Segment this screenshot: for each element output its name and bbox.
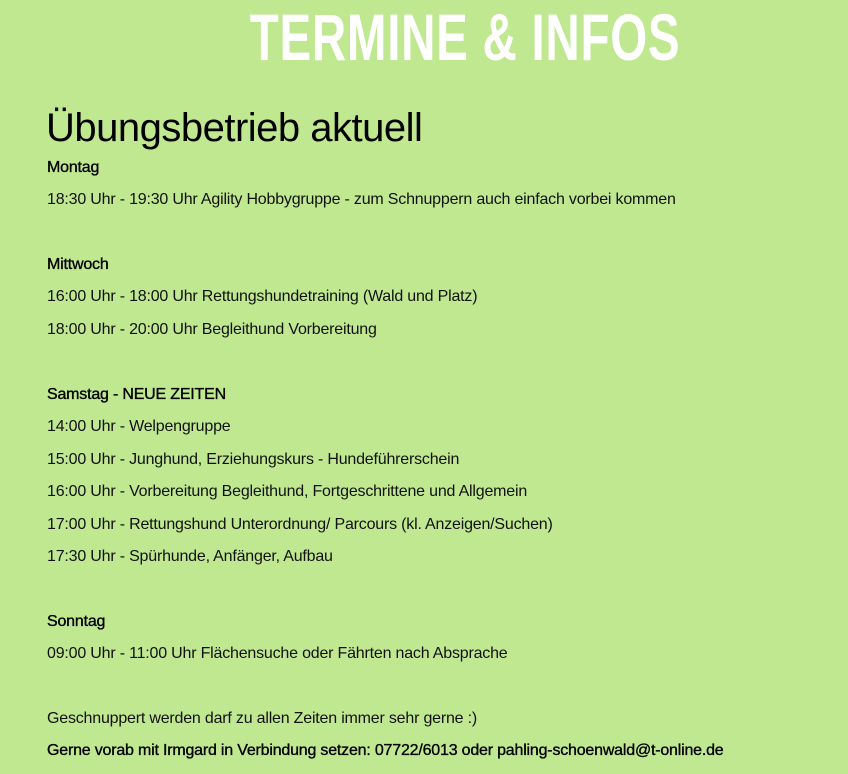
page-title-text: TERMINE & INFOS [249,0,681,74]
schedule-entry: 17:30 Uhr - Spürhunde, Anfänger, Aufbau [47,548,333,565]
schedule-entry: 17:00 Uhr - Rettungshund Unterordnung/ Parcours (kl. Anzeigen/Suchen) [47,516,553,533]
schedule-entry: 18:00 Uhr - 20:00 Uhr Begleithund Vorbereitung [47,321,377,338]
contact-text: Gerne vorab mit Irmgard in Verbindung setzen: 07722/6013 oder pahling-schoenwald@t-online.de [47,742,724,759]
schedule-entry: 18:30 Uhr - 19:30 Uhr Agility Hobbygruppe - zum Schnuppern auch einfach vorbei kommen [47,191,676,208]
schedule-entry: 09:00 Uhr - 11:00 Uhr Flächensuche oder Fährten nach Absprache [47,645,508,662]
day-label-samstag: Samstag - NEUE ZEITEN [47,386,226,403]
day-label-montag: Montag [47,159,100,176]
schedule-entry: 16:00 Uhr - 18:00 Uhr Rettungshundetraining (Wald und Platz) [47,288,478,305]
page-title [0,2,848,72]
schedule-entry: 16:00 Uhr - Vorbereitung Begleithund, Fortgeschrittene und Allgemein [47,483,528,500]
day-label-mittwoch: Mittwoch [47,256,109,273]
section-heading: Übungsbetrieb aktuell [46,106,423,150]
schedule-entry: 15:00 Uhr - Junghund, Erziehungskurs - Hundeführerschein [47,451,460,468]
day-label-sonntag: Sonntag [47,613,106,630]
note-text: Geschnuppert werden darf zu allen Zeiten immer sehr gerne :) [47,710,477,727]
schedule-entry: 14:00 Uhr - Welpengruppe [47,418,231,435]
